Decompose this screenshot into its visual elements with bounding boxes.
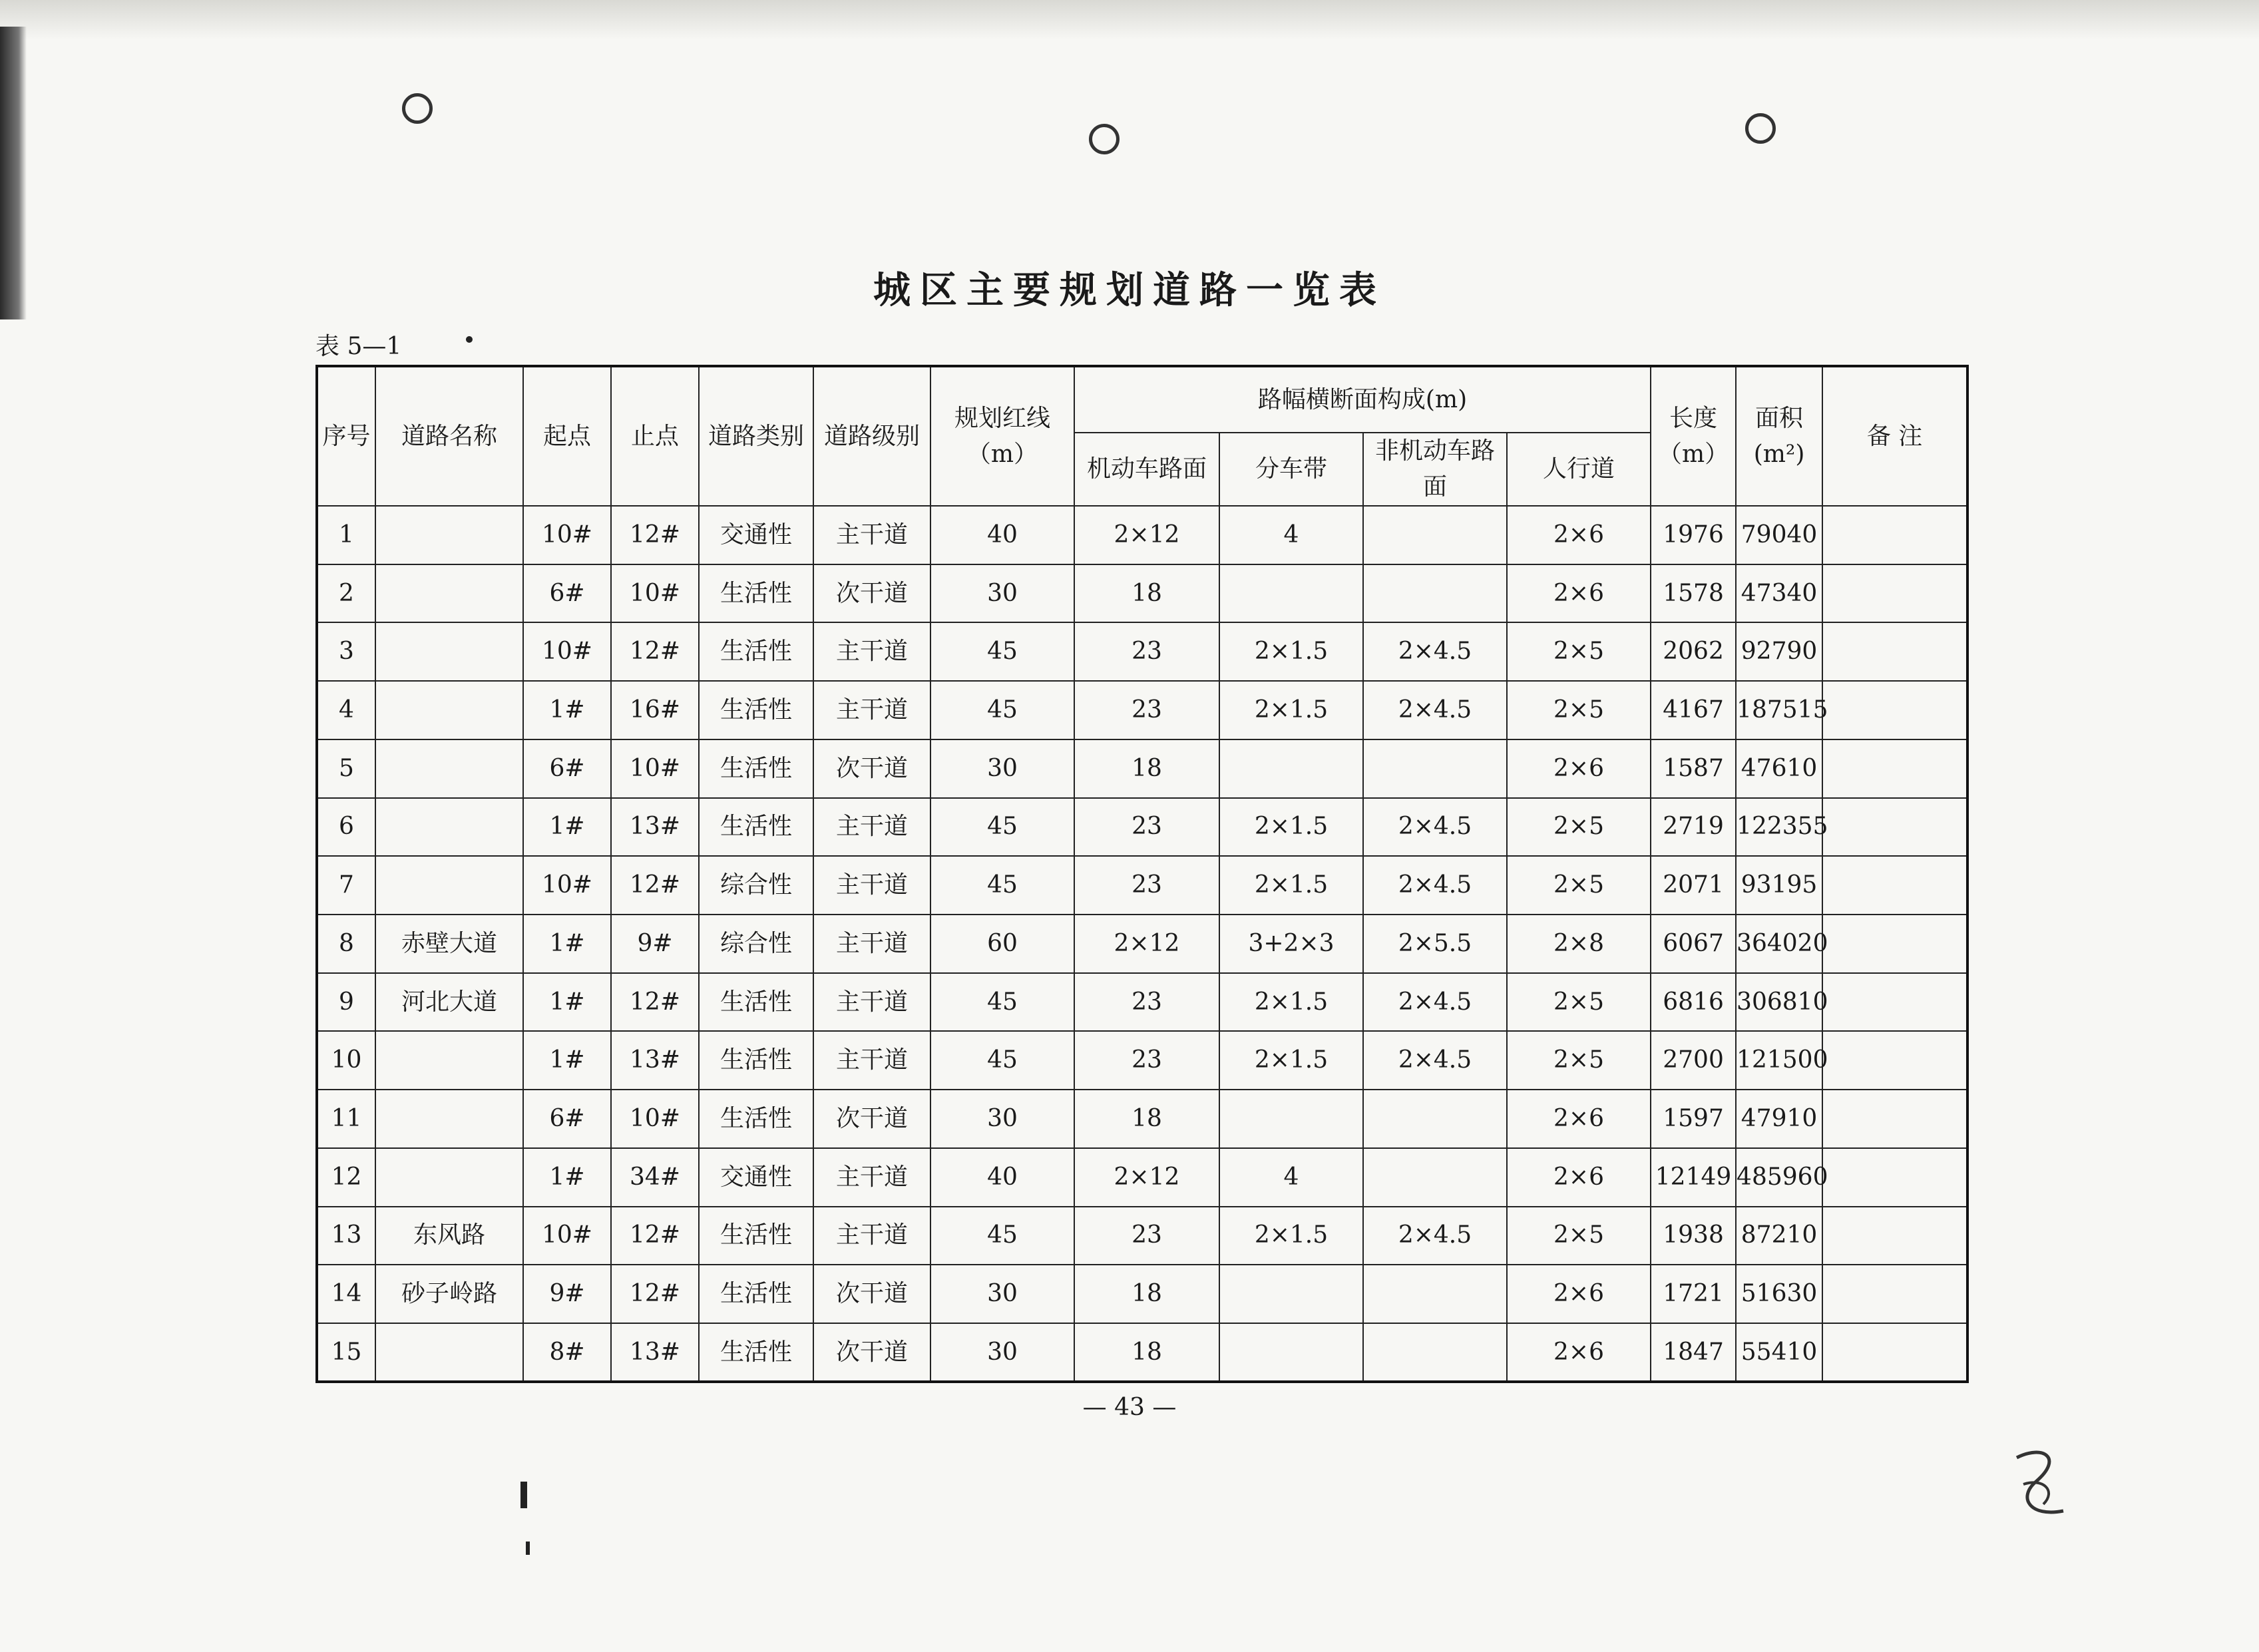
cell-grade: 主干道 — [813, 798, 930, 857]
cell-category: 生活性 — [699, 739, 813, 798]
cell-divider: 4 — [1219, 506, 1363, 564]
cell-red-line: 45 — [930, 1031, 1074, 1090]
cell-end: 13# — [611, 1323, 699, 1382]
cell-seq: 3 — [317, 622, 375, 681]
cell-red-line: 45 — [930, 622, 1074, 681]
cell-end: 13# — [611, 1031, 699, 1090]
cell-non-motor-lane: 2×4.5 — [1363, 973, 1507, 1032]
cell-sidewalk: 2×5 — [1507, 681, 1651, 739]
cell-remarks — [1822, 622, 1967, 681]
cell-motor-lane: 23 — [1074, 973, 1219, 1032]
cell-divider: 2×1.5 — [1219, 622, 1363, 681]
cell-area: 51630 — [1736, 1265, 1822, 1323]
cell-grade: 主干道 — [813, 1031, 930, 1090]
header-red-line — [930, 366, 1074, 506]
cell-category: 生活性 — [699, 622, 813, 681]
cell-length: 2062 — [1651, 622, 1736, 681]
cell-non-motor-lane: 2×4.5 — [1363, 1207, 1507, 1265]
cell-category: 生活性 — [699, 564, 813, 623]
cell-area: 79040 — [1736, 506, 1822, 564]
cell-grade: 次干道 — [813, 1265, 930, 1323]
cell-seq: 11 — [317, 1090, 375, 1148]
cell-start: 10# — [523, 856, 611, 915]
cell-length: 2071 — [1651, 856, 1736, 915]
cell-motor-lane: 2×12 — [1074, 1148, 1219, 1207]
header-seq: 序号 — [317, 366, 375, 506]
cell-grade: 次干道 — [813, 1090, 930, 1148]
cell-sidewalk: 2×6 — [1507, 1265, 1651, 1323]
cell-motor-lane: 23 — [1074, 1031, 1219, 1090]
cell-remarks — [1822, 1207, 1967, 1265]
punch-hole — [402, 93, 433, 124]
header-sidewalk: 人行道 — [1507, 433, 1651, 506]
scan-speck — [520, 1482, 527, 1508]
punch-hole — [1089, 124, 1120, 154]
cell-red-line: 45 — [930, 856, 1074, 915]
cell-end: 12# — [611, 1207, 699, 1265]
cell-length: 1847 — [1651, 1323, 1736, 1382]
cell-sidewalk: 2×6 — [1507, 506, 1651, 564]
cell-road-name: 赤壁大道 — [375, 915, 523, 973]
page-number: — 43 — — [1082, 1394, 1177, 1421]
cell-motor-lane: 18 — [1074, 1323, 1219, 1382]
cell-area: 47910 — [1736, 1090, 1822, 1148]
cell-remarks — [1822, 1323, 1967, 1382]
road-plan-table — [315, 365, 1969, 1383]
header-divider: 分车带 — [1219, 433, 1363, 506]
cell-sidewalk: 2×5 — [1507, 798, 1651, 857]
handwritten-mark — [2003, 1444, 2077, 1524]
cell-sidewalk: 2×6 — [1507, 739, 1651, 798]
cell-motor-lane: 23 — [1074, 622, 1219, 681]
header-area-label: 面积 — [1755, 404, 1804, 432]
cell-end: 12# — [611, 856, 699, 915]
header-cross-section: 路幅横断面构成(m) — [1074, 366, 1651, 433]
cell-motor-lane: 18 — [1074, 1090, 1219, 1148]
cell-divider — [1219, 1090, 1363, 1148]
cell-remarks — [1822, 1090, 1967, 1148]
cell-category: 生活性 — [699, 1207, 813, 1265]
scan-speck — [526, 1542, 530, 1555]
cell-divider: 2×1.5 — [1219, 973, 1363, 1032]
cell-seq: 12 — [317, 1148, 375, 1207]
cell-road-name — [375, 1031, 523, 1090]
cell-end: 10# — [611, 1090, 699, 1148]
cell-start: 6# — [523, 739, 611, 798]
cell-seq: 15 — [317, 1323, 375, 1382]
cell-start: 10# — [523, 622, 611, 681]
cell-motor-lane: 2×12 — [1074, 915, 1219, 973]
cell-sidewalk: 2×5 — [1507, 622, 1651, 681]
cell-road-name — [375, 681, 523, 739]
cell-red-line: 45 — [930, 681, 1074, 739]
header-red-line-label: 规划红线 — [954, 404, 1050, 432]
cell-length: 1597 — [1651, 1090, 1736, 1148]
header-area — [1736, 366, 1822, 506]
cell-seq: 6 — [317, 798, 375, 857]
cell-divider — [1219, 1323, 1363, 1382]
table-body — [317, 506, 1967, 1382]
cell-length: 1938 — [1651, 1207, 1736, 1265]
cell-non-motor-lane — [1363, 1265, 1507, 1323]
cell-sidewalk: 2×5 — [1507, 1207, 1651, 1265]
header-category: 道路类别 — [699, 366, 813, 506]
header-start: 起点 — [523, 366, 611, 506]
cell-start: 6# — [523, 1090, 611, 1148]
cell-category: 生活性 — [699, 681, 813, 739]
cell-grade: 主干道 — [813, 506, 930, 564]
header-non-motor-lane: 非机动车路面 — [1363, 433, 1507, 506]
header-end: 止点 — [611, 366, 699, 506]
cell-non-motor-lane — [1363, 1323, 1507, 1382]
cell-road-name — [375, 1148, 523, 1207]
cell-sidewalk: 2×6 — [1507, 1323, 1651, 1382]
header-row — [317, 366, 1967, 433]
cell-grade: 主干道 — [813, 1207, 930, 1265]
table-row — [317, 622, 1967, 681]
cell-category: 交通性 — [699, 506, 813, 564]
cell-start: 8# — [523, 1323, 611, 1382]
cell-road-name: 河北大道 — [375, 973, 523, 1032]
cell-seq: 10 — [317, 1031, 375, 1090]
cell-grade: 主干道 — [813, 1148, 930, 1207]
cell-area: 122355 — [1736, 798, 1822, 857]
cell-remarks — [1822, 856, 1967, 915]
cell-sidewalk: 2×5 — [1507, 856, 1651, 915]
cell-grade: 次干道 — [813, 739, 930, 798]
cell-sidewalk: 2×5 — [1507, 973, 1651, 1032]
cell-road-name — [375, 622, 523, 681]
cell-seq: 7 — [317, 856, 375, 915]
cell-end: 10# — [611, 739, 699, 798]
cell-red-line: 30 — [930, 739, 1074, 798]
cell-red-line: 30 — [930, 564, 1074, 623]
cell-divider — [1219, 564, 1363, 623]
cell-road-name — [375, 739, 523, 798]
cell-red-line: 40 — [930, 506, 1074, 564]
cell-end: 13# — [611, 798, 699, 857]
cell-length: 4167 — [1651, 681, 1736, 739]
cell-grade: 次干道 — [813, 1323, 930, 1382]
cell-category: 交通性 — [699, 1148, 813, 1207]
cell-grade: 主干道 — [813, 856, 930, 915]
cell-red-line: 45 — [930, 798, 1074, 857]
cell-non-motor-lane: 2×4.5 — [1363, 1031, 1507, 1090]
cell-start: 1# — [523, 681, 611, 739]
cell-start: 1# — [523, 915, 611, 973]
cell-grade: 主干道 — [813, 915, 930, 973]
table-row — [317, 1323, 1967, 1382]
cell-length: 1587 — [1651, 739, 1736, 798]
scan-speck — [466, 336, 473, 343]
cell-length: 2719 — [1651, 798, 1736, 857]
cell-seq: 13 — [317, 1207, 375, 1265]
cell-end: 12# — [611, 506, 699, 564]
cell-end: 34# — [611, 1148, 699, 1207]
cell-remarks — [1822, 564, 1967, 623]
cell-road-name — [375, 798, 523, 857]
cell-seq: 1 — [317, 506, 375, 564]
header-red-line-unit: （m） — [966, 440, 1038, 468]
table-row — [317, 681, 1967, 739]
cell-remarks — [1822, 915, 1967, 973]
cell-seq: 14 — [317, 1265, 375, 1323]
cell-end: 12# — [611, 622, 699, 681]
table-row — [317, 973, 1967, 1032]
cell-area: 92790 — [1736, 622, 1822, 681]
cell-road-name — [375, 856, 523, 915]
cell-non-motor-lane: 2×4.5 — [1363, 798, 1507, 857]
cell-seq: 9 — [317, 973, 375, 1032]
header-length-unit: （m） — [1657, 440, 1729, 468]
cell-remarks — [1822, 506, 1967, 564]
table-row — [317, 739, 1967, 798]
cell-road-name: 东风路 — [375, 1207, 523, 1265]
cell-end: 12# — [611, 1265, 699, 1323]
cell-area: 47340 — [1736, 564, 1822, 623]
cell-motor-lane: 2×12 — [1074, 506, 1219, 564]
cell-sidewalk: 2×6 — [1507, 1148, 1651, 1207]
cell-divider: 2×1.5 — [1219, 681, 1363, 739]
table-row — [317, 1148, 1967, 1207]
cell-red-line: 30 — [930, 1323, 1074, 1382]
cell-red-line: 45 — [930, 973, 1074, 1032]
cell-remarks — [1822, 1031, 1967, 1090]
table-row — [317, 506, 1967, 564]
cell-non-motor-lane — [1363, 1148, 1507, 1207]
cell-motor-lane: 18 — [1074, 739, 1219, 798]
scan-edge-shadow — [0, 0, 2259, 40]
table-row — [317, 564, 1967, 623]
cell-non-motor-lane: 2×5.5 — [1363, 915, 1507, 973]
cell-length: 6816 — [1651, 973, 1736, 1032]
cell-category: 综合性 — [699, 856, 813, 915]
cell-divider: 2×1.5 — [1219, 856, 1363, 915]
cell-start: 1# — [523, 1031, 611, 1090]
cell-red-line: 30 — [930, 1265, 1074, 1323]
table-row — [317, 1090, 1967, 1148]
cell-seq: 8 — [317, 915, 375, 973]
cell-start: 1# — [523, 973, 611, 1032]
table-number: 表 5—1 — [315, 333, 402, 360]
header-area-unit: (m²) — [1753, 440, 1805, 468]
cell-category: 生活性 — [699, 1265, 813, 1323]
header-length-label: 长度 — [1669, 404, 1718, 432]
cell-divider: 2×1.5 — [1219, 1207, 1363, 1265]
cell-non-motor-lane: 2×4.5 — [1363, 681, 1507, 739]
cell-area: 121500 — [1736, 1031, 1822, 1090]
header-length — [1651, 366, 1736, 506]
cell-motor-lane: 18 — [1074, 1265, 1219, 1323]
table-row — [317, 1031, 1967, 1090]
cell-divider: 4 — [1219, 1148, 1363, 1207]
cell-end: 10# — [611, 564, 699, 623]
cell-category: 生活性 — [699, 973, 813, 1032]
table-row — [317, 1207, 1967, 1265]
cell-red-line: 45 — [930, 1207, 1074, 1265]
cell-grade: 主干道 — [813, 973, 930, 1032]
cell-road-name: 砂子岭路 — [375, 1265, 523, 1323]
cell-area: 306810 — [1736, 973, 1822, 1032]
cell-end: 12# — [611, 973, 699, 1032]
cell-area: 87210 — [1736, 1207, 1822, 1265]
cell-red-line: 40 — [930, 1148, 1074, 1207]
cell-non-motor-lane — [1363, 1090, 1507, 1148]
header-grade: 道路级别 — [813, 366, 930, 506]
cell-motor-lane: 23 — [1074, 798, 1219, 857]
cell-area: 93195 — [1736, 856, 1822, 915]
cell-grade: 次干道 — [813, 564, 930, 623]
cell-motor-lane: 23 — [1074, 856, 1219, 915]
cell-remarks — [1822, 798, 1967, 857]
header-motor-lane: 机动车路面 — [1074, 433, 1219, 506]
cell-red-line: 60 — [930, 915, 1074, 973]
cell-road-name — [375, 564, 523, 623]
cell-motor-lane: 23 — [1074, 1207, 1219, 1265]
cell-remarks — [1822, 1265, 1967, 1323]
table-row — [317, 915, 1967, 973]
cell-sidewalk: 2×6 — [1507, 1090, 1651, 1148]
document-title: 城区主要规划道路一览表 — [873, 268, 1386, 312]
cell-start: 6# — [523, 564, 611, 623]
cell-length: 1976 — [1651, 506, 1736, 564]
cell-sidewalk: 2×6 — [1507, 564, 1651, 623]
cell-divider: 3+2×3 — [1219, 915, 1363, 973]
cell-category: 综合性 — [699, 915, 813, 973]
cell-area: 55410 — [1736, 1323, 1822, 1382]
cell-divider — [1219, 739, 1363, 798]
cell-remarks — [1822, 739, 1967, 798]
cell-motor-lane: 18 — [1074, 564, 1219, 623]
cell-seq: 5 — [317, 739, 375, 798]
cell-non-motor-lane — [1363, 739, 1507, 798]
cell-remarks — [1822, 1148, 1967, 1207]
cell-length: 1578 — [1651, 564, 1736, 623]
cell-start: 1# — [523, 1148, 611, 1207]
cell-area: 364020 — [1736, 915, 1822, 973]
cell-category: 生活性 — [699, 1323, 813, 1382]
cell-seq: 2 — [317, 564, 375, 623]
cell-grade: 主干道 — [813, 622, 930, 681]
table-row — [317, 1265, 1967, 1323]
cell-start: 9# — [523, 1265, 611, 1323]
header-remarks: 备 注 — [1822, 366, 1967, 506]
cell-length: 2700 — [1651, 1031, 1736, 1090]
cell-road-name — [375, 506, 523, 564]
cell-area: 485960 — [1736, 1148, 1822, 1207]
cell-category: 生活性 — [699, 1031, 813, 1090]
cell-divider: 2×1.5 — [1219, 1031, 1363, 1090]
table-row — [317, 856, 1967, 915]
cell-end: 9# — [611, 915, 699, 973]
cell-end: 16# — [611, 681, 699, 739]
cell-length: 12149 — [1651, 1148, 1736, 1207]
cell-sidewalk: 2×8 — [1507, 915, 1651, 973]
cell-road-name — [375, 1090, 523, 1148]
cell-start: 1# — [523, 798, 611, 857]
cell-non-motor-lane: 2×4.5 — [1363, 856, 1507, 915]
header-road-name: 道路名称 — [375, 366, 523, 506]
cell-remarks — [1822, 973, 1967, 1032]
cell-divider — [1219, 1265, 1363, 1323]
cell-grade: 主干道 — [813, 681, 930, 739]
table-row — [317, 798, 1967, 857]
cell-category: 生活性 — [699, 798, 813, 857]
cell-area: 187515 — [1736, 681, 1822, 739]
cell-red-line: 30 — [930, 1090, 1074, 1148]
cell-length: 6067 — [1651, 915, 1736, 973]
punch-hole — [1745, 113, 1776, 144]
cell-non-motor-lane — [1363, 564, 1507, 623]
cell-length: 1721 — [1651, 1265, 1736, 1323]
cell-motor-lane: 23 — [1074, 681, 1219, 739]
cell-road-name — [375, 1323, 523, 1382]
cell-area: 47610 — [1736, 739, 1822, 798]
cell-start: 10# — [523, 506, 611, 564]
cell-start: 10# — [523, 1207, 611, 1265]
cell-non-motor-lane: 2×4.5 — [1363, 622, 1507, 681]
cell-seq: 4 — [317, 681, 375, 739]
cell-sidewalk: 2×5 — [1507, 1031, 1651, 1090]
cell-remarks — [1822, 681, 1967, 739]
cell-category: 生活性 — [699, 1090, 813, 1148]
cell-divider: 2×1.5 — [1219, 798, 1363, 857]
cell-non-motor-lane — [1363, 506, 1507, 564]
